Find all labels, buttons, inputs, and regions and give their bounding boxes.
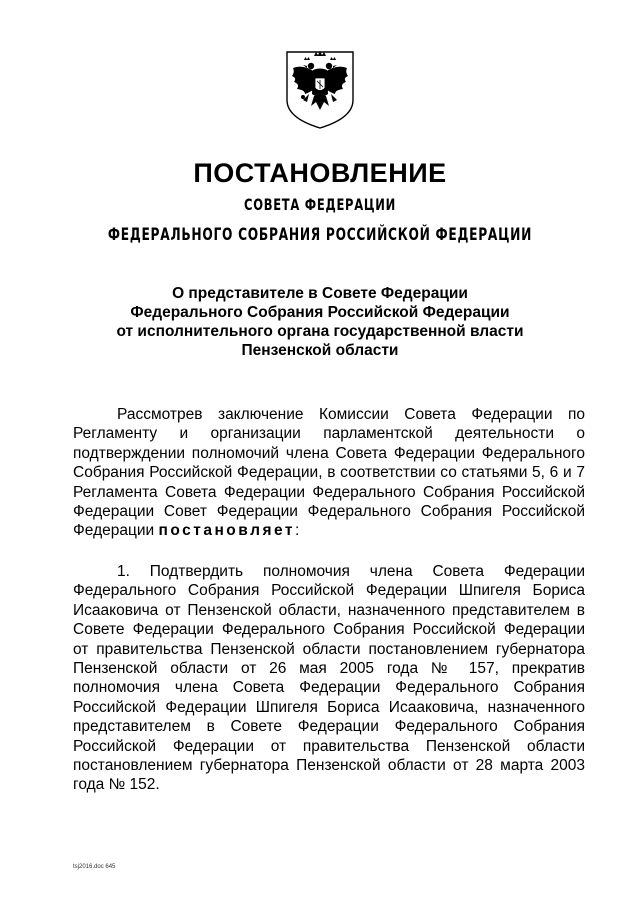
preamble-end: : xyxy=(295,522,300,540)
preamble-text: Рассмотрев заключение Комиссии Совета Федерации по Регламенту и организации парламентской деятельности о подтверждении полномочий члена Совета Федерации Федерального Собрания Российской Федерации, в соответствии со статьями 5, 6 и 7 Регламента Совета Федерации Федерального Собрания Российской Федерации Совет Федерации Федерального Собрания Российской Федерации xyxy=(73,406,585,540)
preamble-paragraph xyxy=(73,405,585,541)
document-title: ПОСТАНОВЛЕНИЕ xyxy=(193,158,447,188)
subject-line: от исполнительного органа государственной власти xyxy=(116,323,524,340)
coat-of-arms-icon xyxy=(283,50,357,130)
subject-line: Федерального Собрания Российской Федерации xyxy=(130,304,510,321)
issuer-line-1: СОВЕТА ФЕДЕРАЦИИ xyxy=(244,195,396,214)
footer-file-code: tsj2016.doc 645 xyxy=(73,864,116,870)
subject-line: О представителе в Совете Федерации xyxy=(172,285,468,302)
clause-1-paragraph xyxy=(73,562,585,795)
subject-line: Пензенской области xyxy=(241,342,399,359)
clause-1-text: 1. Подтвердить полномочия члена Совета Федерации Федерального Собрания Российской Федерации Шпигеля Бориса Исааковича от Пензенской области, назначенного представителем в Совете Федерации Федерального Собрания Российской Федерации от правительства Пензенской области постановлением губернатора Пензенской области от 26 мая 2005 года № 157, прекратив полномочия члена Совета Федерации Федерального Собрания Российской Федерации Шпигеля Бориса Исааковича, назначенного представителем в Совете Федерации Федерального Собрания Российской Федерации от правительства Пензенской области постановлением губернатора Пензенской области от 28 марта 2003 года № 152. xyxy=(73,563,585,794)
document-subject xyxy=(0,284,640,360)
resolves-keyword: постановляет xyxy=(158,522,295,540)
issuer-line-2: ФЕДЕРАЛЬНОГО СОБРАНИЯ РОССИЙСКОЙ ФЕДЕРАЦИИ xyxy=(107,225,533,245)
